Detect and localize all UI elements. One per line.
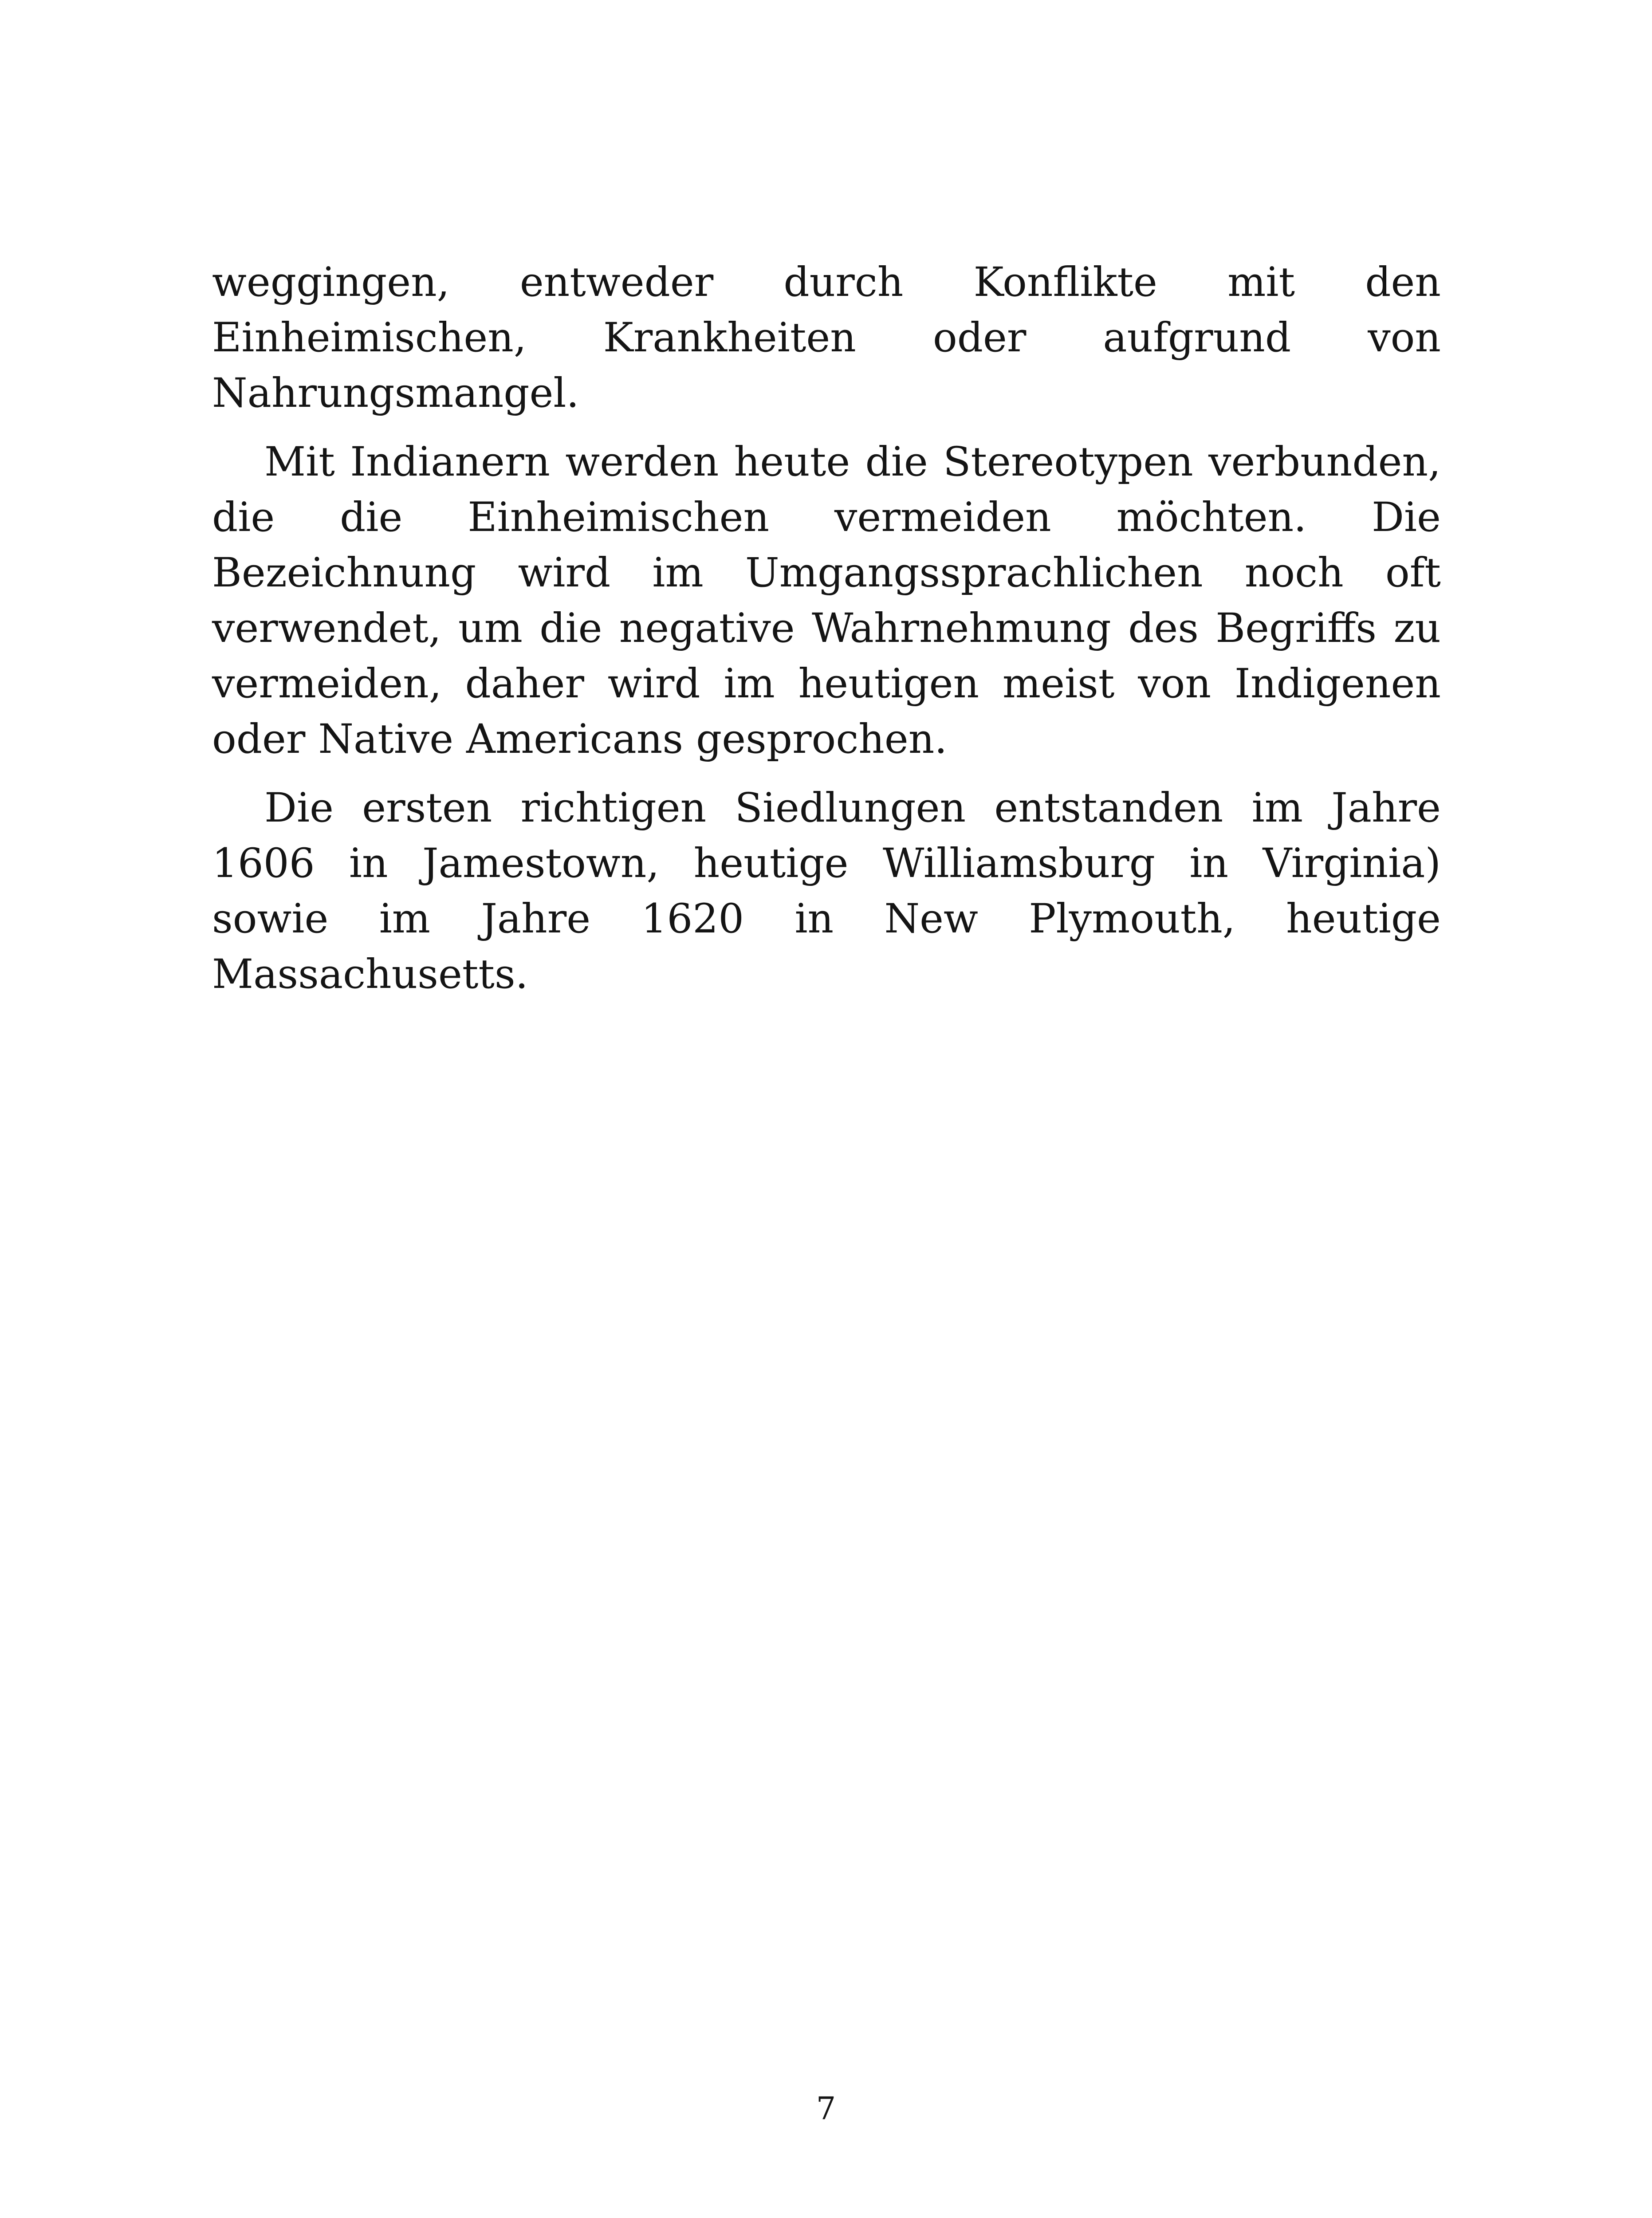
paragraph-continuation: weggingen, entweder durch Konflikte mit den Einheimischen, Krankheiten oder aufgrund von Nahrungsmangel. <box>212 259 1441 417</box>
paragraph-indianer: Mit Indianern werden heute die Stereotypen verbunden, die die Einheimischen vermeiden möchten. Die Bezeichnung wird im Umgangssprachlichen noch oft verwendet, um die negative Wahrnehmung des Begriffs zu vermeiden, daher wird im heutigen meist von Indigenen oder Native Americans gesprochen. <box>212 439 1441 763</box>
paragraph-siedlungen: Die ersten richtigen Siedlungen entstanden im Jahre 1606 in Jamestown, heutige Williamsburg in Virginia) sowie im Jahre 1620 in New Plymouth, heutige Massachusetts. <box>212 785 1441 998</box>
body-text <box>212 255 1441 1002</box>
page-number: 7 <box>816 2090 836 2127</box>
